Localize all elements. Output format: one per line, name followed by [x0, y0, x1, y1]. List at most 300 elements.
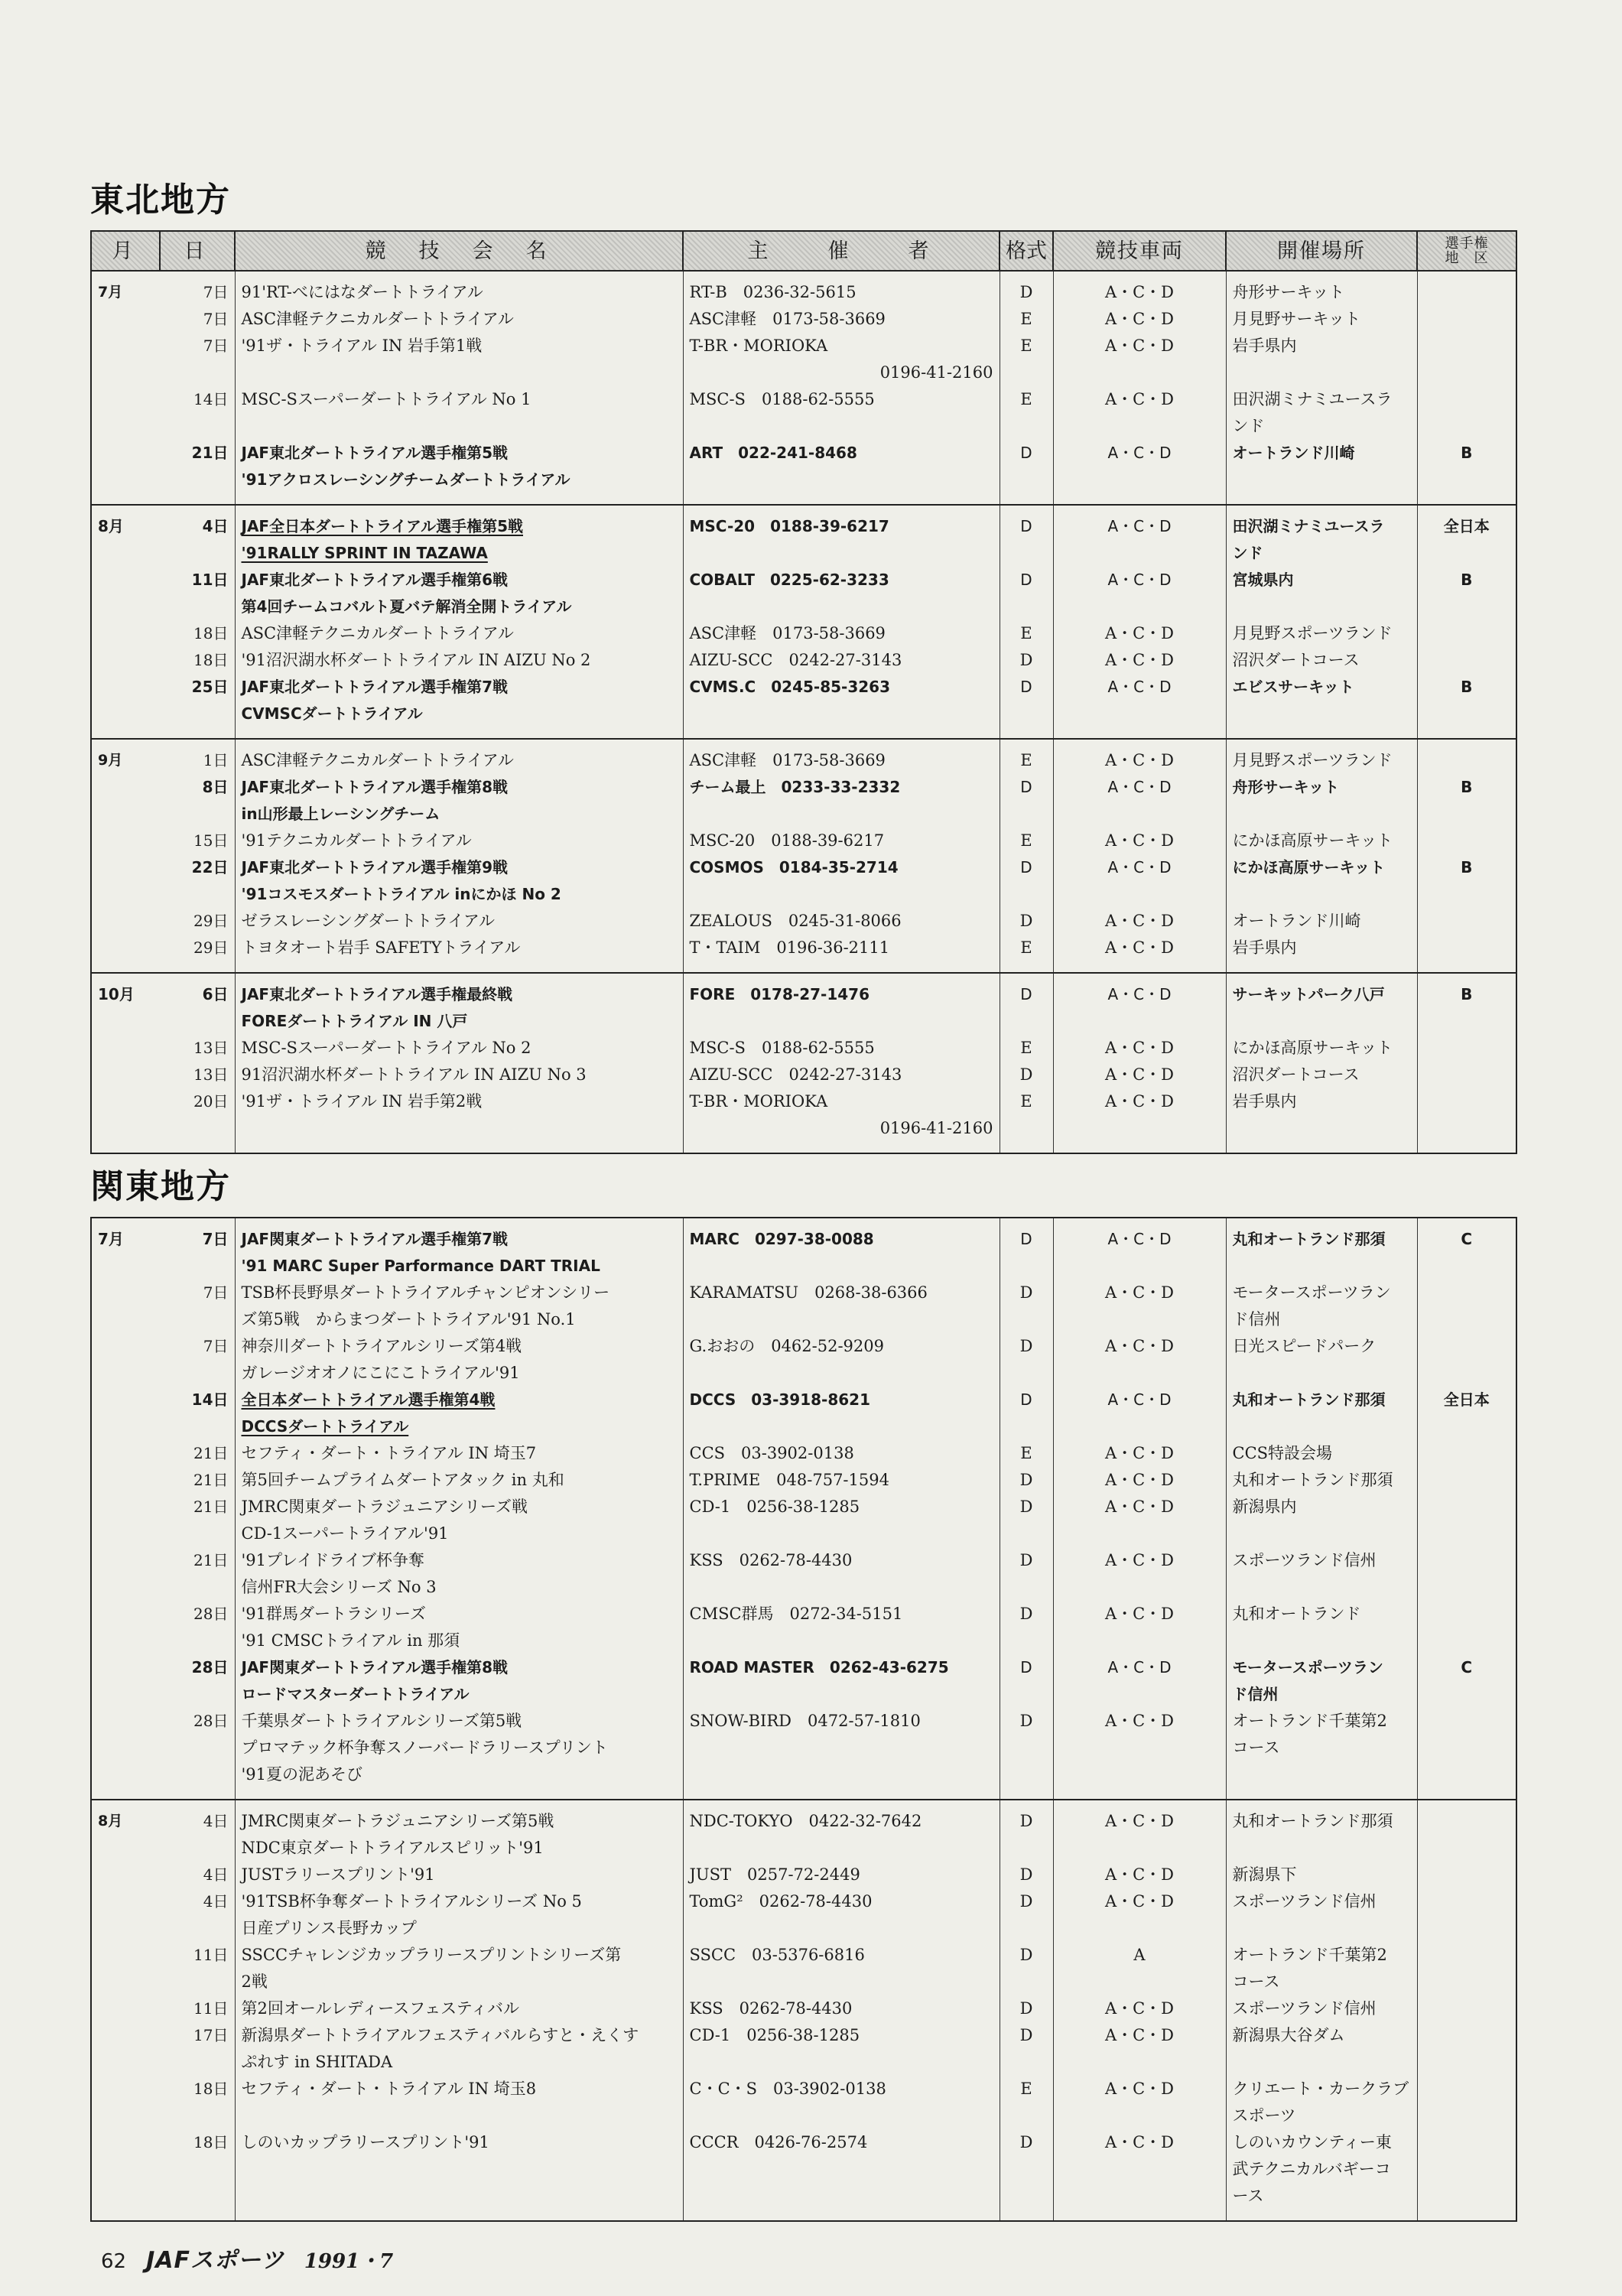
cell-event-name: [235, 2129, 683, 2221]
cell-event-name: [235, 774, 683, 828]
cell-format: D: [1000, 1708, 1053, 1800]
organizer-line: AIZU-SCC 0242-27-3143: [689, 651, 902, 669]
cell-month: [91, 854, 160, 908]
event-name-line: 91'RT-べにはなダートトライアル: [241, 283, 483, 301]
cell-cars: A・C・D: [1053, 306, 1226, 333]
table-row: [91, 1942, 1516, 1995]
organizer-line: RT-B 0236-32-5615: [689, 283, 857, 301]
venue-line: 日光スピードパーク: [1232, 1337, 1377, 1355]
venue-line: ンド: [1232, 417, 1265, 435]
cell-cars: A・C・D: [1053, 567, 1226, 620]
table-row: [91, 774, 1516, 828]
table-header: [91, 231, 1516, 271]
cell-event-name: [235, 1280, 683, 1333]
venue-line: 月見野スポーツランド: [1232, 624, 1393, 642]
cell-cars: A・C・D: [1053, 647, 1226, 674]
cell-organizer: [683, 505, 1000, 567]
cell-venue: [1226, 2076, 1417, 2129]
cell-organizer: [683, 2022, 1000, 2076]
cell-format: D: [1000, 1467, 1053, 1494]
cell-event-name: [235, 2022, 683, 2076]
cell-day: 21日: [160, 1494, 235, 1547]
cell-championship-region: [1417, 935, 1516, 973]
cell-venue: [1226, 333, 1417, 386]
venue-line: 丸和オートランド: [1232, 1605, 1361, 1623]
cell-venue: [1226, 935, 1417, 973]
event-name-line: JMRC関東ダートラジュニアシリーズ戦: [241, 1498, 528, 1516]
organizer-line: ROAD MASTER 0262-43-6275: [689, 1658, 949, 1676]
cell-day: 4日: [160, 1888, 235, 1942]
cell-month: [91, 1467, 160, 1494]
venue-line: 田沢湖ミナミユースラ: [1232, 390, 1393, 408]
event-name-line: '91コスモスダートトライアル inにかほ No 2: [241, 885, 561, 903]
cell-championship-region: [1417, 908, 1516, 935]
organizer-line: CMSC群馬 0272-34-5151: [689, 1605, 903, 1623]
venue-line: オートランド川崎: [1232, 444, 1355, 462]
cell-event-name: [235, 973, 683, 1035]
cell-event-name: [235, 1942, 683, 1995]
cell-day: 15日: [160, 828, 235, 854]
cell-event-name: [235, 935, 683, 973]
cell-format: D: [1000, 505, 1053, 567]
cell-month: [91, 674, 160, 739]
venue-line: ース: [1232, 2187, 1264, 2205]
cell-month: [91, 1088, 160, 1153]
venue-line: スポーツランド信州: [1232, 1892, 1377, 1911]
cell-day: 21日: [160, 1440, 235, 1467]
cell-day: 25日: [160, 674, 235, 739]
cell-venue: [1226, 1654, 1417, 1708]
venue-line: 武テクニカルバギーコ: [1232, 2160, 1391, 2178]
event-name-line: '91RALLY SPRINT IN TAZAWA: [241, 544, 488, 562]
cell-month: [91, 1547, 160, 1601]
venue-line: オートランド千葉第2: [1232, 1712, 1387, 1730]
cell-organizer: [683, 1035, 1000, 1062]
cell-day: 18日: [160, 620, 235, 647]
cell-month: [91, 2076, 160, 2129]
cell-championship-region: [1417, 1467, 1516, 1494]
organizer-line: FORE 0178-27-1476: [689, 985, 870, 1003]
table-row: [91, 1708, 1516, 1800]
cell-championship-region: [1417, 2022, 1516, 2076]
cell-event-name: [235, 1800, 683, 1862]
cell-event-name: [235, 739, 683, 774]
cell-championship-region: C: [1417, 1654, 1516, 1708]
cell-championship-region: [1417, 620, 1516, 647]
event-name-line: JAF関東ダートトライアル選手権第7戦: [241, 1230, 508, 1248]
organizer-line: ZEALOUS 0245-31-8066: [689, 912, 902, 930]
venue-line: コース: [1232, 1738, 1280, 1757]
cell-championship-region: B: [1417, 774, 1516, 828]
cell-day: 4日: [160, 1862, 235, 1888]
event-name-line: JAF関東ダートトライアル選手権第8戦: [241, 1658, 508, 1676]
organizer-line: G.おおの 0462-52-9209: [689, 1337, 885, 1355]
month-group: [91, 505, 1516, 739]
event-name-line: 信州FR大会シリーズ No 3: [241, 1578, 437, 1596]
table-row: [91, 1800, 1516, 1862]
event-name-line: '91ザ・トライアル IN 岩手第1戦: [241, 337, 483, 355]
table-row: [91, 1862, 1516, 1888]
table-row: [91, 333, 1516, 386]
event-name-line: CVMSCダートトライアル: [241, 704, 423, 723]
cell-day: 18日: [160, 2129, 235, 2221]
event-name-line: '91TSB杯争奪ダートトライアルシリーズ No 5: [241, 1892, 582, 1911]
cell-organizer: [683, 647, 1000, 674]
organizer-line: CD-1 0256-38-1285: [689, 1498, 860, 1516]
cell-organizer: [683, 1862, 1000, 1888]
cell-format: D: [1000, 1862, 1053, 1888]
event-name-line: ゼラスレーシングダートトライアル: [241, 912, 495, 930]
cell-cars: A・C・D: [1053, 1862, 1226, 1888]
table-row: [91, 854, 1516, 908]
cell-championship-region: [1417, 1035, 1516, 1062]
organizer-line: MSC-S 0188-62-5555: [689, 390, 875, 408]
cell-month: [91, 1333, 160, 1387]
cell-month: [91, 1062, 160, 1088]
cell-format: D: [1000, 1387, 1053, 1440]
table-row: [91, 306, 1516, 333]
cell-venue: [1226, 1942, 1417, 1995]
event-name-line: ASC津軽テクニカルダートトライアル: [241, 624, 514, 642]
cell-month: [91, 1280, 160, 1333]
cell-cars: A・C・D: [1053, 1035, 1226, 1062]
cell-event-name: [235, 333, 683, 386]
cell-championship-region: [1417, 2076, 1516, 2129]
table-row: [91, 1387, 1516, 1440]
cell-cars: A・C・D: [1053, 1387, 1226, 1440]
table-row: [91, 1601, 1516, 1654]
table-row: [91, 2076, 1516, 2129]
cell-cars: A・C・D: [1053, 1494, 1226, 1547]
cell-venue: [1226, 1035, 1417, 1062]
cell-day: 28日: [160, 1601, 235, 1654]
venue-line: 舟形サーキット: [1232, 283, 1345, 301]
cell-event-name: [235, 386, 683, 440]
event-name-line: in山形最上レーシングチーム: [241, 805, 440, 823]
cell-venue: [1226, 271, 1417, 306]
cell-month: [91, 567, 160, 620]
organizer-line: JUST 0257-72-2449: [689, 1865, 860, 1884]
cell-format: E: [1000, 935, 1053, 973]
cell-month: 7月: [91, 1218, 160, 1280]
cell-format: D: [1000, 271, 1053, 306]
cell-cars: A・C・D: [1053, 1800, 1226, 1862]
cell-cars: A・C・D: [1053, 1440, 1226, 1467]
venue-line: ド信州: [1232, 1310, 1281, 1328]
cell-format: D: [1000, 1654, 1053, 1708]
venue-line: 月見野スポーツランド: [1232, 751, 1393, 769]
cell-day: 21日: [160, 1467, 235, 1494]
cell-organizer: [683, 908, 1000, 935]
page-footer: [101, 2246, 393, 2276]
event-name-line: '91 MARC Super Parformance DART TRIAL: [241, 1257, 600, 1275]
organizer-line: CD-1 0256-38-1285: [689, 2026, 860, 2044]
cell-championship-region: [1417, 1888, 1516, 1942]
cell-cars: A・C・D: [1053, 1888, 1226, 1942]
cell-venue: [1226, 674, 1417, 739]
cell-cars: A・C・D: [1053, 2022, 1226, 2076]
organizer-line: KARAMATSU 0268-38-6366: [689, 1283, 928, 1302]
cell-day: 13日: [160, 1062, 235, 1088]
cell-month: [91, 1440, 160, 1467]
cell-organizer: [683, 1708, 1000, 1800]
cell-day: 11日: [160, 1942, 235, 1995]
cell-month: [91, 908, 160, 935]
cell-format: D: [1000, 2022, 1053, 2076]
cell-event-name: [235, 854, 683, 908]
event-name-line: TSB杯長野県ダートトライアルチャンピオンシリー: [241, 1283, 610, 1302]
venue-line: 沼沢ダートコース: [1232, 651, 1360, 669]
cell-championship-region: [1417, 1800, 1516, 1862]
page-number: 62: [101, 2250, 127, 2273]
cell-day: 21日: [160, 440, 235, 505]
cell-format: D: [1000, 1494, 1053, 1547]
cell-event-name: [235, 647, 683, 674]
month-group: [91, 1218, 1516, 1800]
cell-organizer: [683, 1494, 1000, 1547]
table-row: [91, 271, 1516, 306]
table-row: [91, 647, 1516, 674]
table-row: [91, 2129, 1516, 2221]
cell-venue: [1226, 1088, 1417, 1153]
cell-cars: A・C・D: [1053, 973, 1226, 1035]
event-name-line: トヨタオート岩手 SAFETYトライアル: [241, 938, 521, 957]
cell-month: [91, 620, 160, 647]
event-name-line: ズ第5戦 からまつダートトライアル'91 No.1: [241, 1310, 576, 1328]
organizer-phone: 0196-41-2160: [879, 1119, 993, 1137]
event-name-line: '91 CMSCトライアル in 那須: [241, 1631, 460, 1650]
event-name-line: JAF東北ダートトライアル選手権第7戦: [241, 678, 508, 696]
venue-line: CCS特設会場: [1232, 1444, 1333, 1462]
event-name-line: MSC-Sスーパーダートトライアル No 1: [241, 390, 531, 408]
venue-line: 新潟県内: [1232, 1498, 1297, 1516]
event-name-line: しのいカップラリースプリント'91: [241, 2133, 489, 2151]
venue-line: 岩手県内: [1232, 938, 1297, 957]
cell-day: 11日: [160, 567, 235, 620]
cell-cars: A・C・D: [1053, 935, 1226, 973]
venue-line: 月見野サーキット: [1232, 310, 1361, 328]
table-row: [91, 1333, 1516, 1387]
event-name-line: JMRC関東ダートラジュニアシリーズ第5戦: [241, 1812, 554, 1830]
cell-month: [91, 1035, 160, 1062]
venue-line: スポーツランド信州: [1232, 1551, 1377, 1569]
event-name-line: 千葉県ダートトライアルシリーズ第5戦: [241, 1712, 522, 1730]
cell-day: 20日: [160, 1088, 235, 1153]
organizer-line: チーム最上 0233-33-2332: [689, 778, 901, 796]
table-row: [91, 386, 1516, 440]
cell-championship-region: [1417, 386, 1516, 440]
cell-venue: [1226, 828, 1417, 854]
cell-month: [91, 2022, 160, 2076]
venue-line: 新潟県下: [1232, 1865, 1297, 1884]
cell-day: 28日: [160, 1654, 235, 1708]
cell-venue: [1226, 1333, 1417, 1387]
cell-championship-region: [1417, 739, 1516, 774]
cell-championship-region: [1417, 1280, 1516, 1333]
cell-venue: [1226, 1708, 1417, 1800]
header-venue: 開催場所: [1226, 231, 1417, 271]
cell-month: [91, 2129, 160, 2221]
event-name-line: ASC津軽テクニカルダートトライアル: [241, 310, 514, 328]
cell-organizer: [683, 1601, 1000, 1654]
cell-day: 4日: [160, 1800, 235, 1862]
cell-venue: [1226, 1494, 1417, 1547]
cell-cars: A・C・D: [1053, 333, 1226, 386]
cell-organizer: [683, 567, 1000, 620]
table-row: [91, 1654, 1516, 1708]
organizer-line: COSMOS 0184-35-2714: [689, 858, 899, 876]
table-row: [91, 1088, 1516, 1153]
cell-day: 18日: [160, 2076, 235, 2129]
cell-format: D: [1000, 647, 1053, 674]
cell-cars: A・C・D: [1053, 1547, 1226, 1601]
cell-month: [91, 828, 160, 854]
organizer-line: COBALT 0225-62-3233: [689, 571, 889, 589]
cell-day: 4日: [160, 505, 235, 567]
organizer-line: ASC津軽 0173-58-3669: [689, 751, 886, 769]
cell-format: D: [1000, 973, 1053, 1035]
cell-championship-region: 全日本: [1417, 1387, 1516, 1440]
cell-organizer: [683, 333, 1000, 386]
cell-format: D: [1000, 674, 1053, 739]
cell-day: 21日: [160, 1547, 235, 1601]
cell-championship-region: [1417, 1494, 1516, 1547]
cell-organizer: [683, 1942, 1000, 1995]
table-row: [91, 973, 1516, 1035]
cell-day: 7日: [160, 333, 235, 386]
cell-organizer: [683, 1088, 1000, 1153]
event-name-line: '91ザ・トライアル IN 岩手第2戦: [241, 1092, 483, 1111]
cell-day: 6日: [160, 973, 235, 1035]
cell-day: 7日: [160, 271, 235, 306]
cell-month: [91, 1942, 160, 1995]
cell-day: 29日: [160, 935, 235, 973]
organizer-line: AIZU-SCC 0242-27-3143: [689, 1065, 902, 1084]
cell-venue: [1226, 2129, 1417, 2221]
event-name-line: JAF全日本ダートトライアル選手権第5戦: [241, 517, 523, 535]
table-row: [91, 620, 1516, 647]
cell-event-name: [235, 828, 683, 854]
cell-event-name: [235, 1088, 683, 1153]
table-row: [91, 505, 1516, 567]
event-name-line: 日産プリンス長野カップ: [241, 1919, 417, 1937]
cell-format: D: [1000, 1547, 1053, 1601]
cell-organizer: [683, 2076, 1000, 2129]
cell-cars: A・C・D: [1053, 674, 1226, 739]
event-name-line: 91沼沢湖水杯ダートトライアル IN AIZU No 3: [241, 1065, 587, 1084]
venue-line: 丸和オートランド那須: [1232, 1230, 1386, 1248]
cell-venue: [1226, 1888, 1417, 1942]
table-row: [91, 2022, 1516, 2076]
event-name-line: '91夏の泥あそび: [241, 1765, 362, 1784]
cell-month: [91, 1862, 160, 1888]
event-name-line: JAF東北ダートトライアル選手権最終戦: [241, 985, 513, 1003]
cell-cars: A・C・D: [1053, 1333, 1226, 1387]
cell-cars: A・C・D: [1053, 1708, 1226, 1800]
event-name-line: 神奈川ダートトライアルシリーズ第4戦: [241, 1337, 522, 1355]
organizer-line: CCS 03-3902-0138: [689, 1444, 854, 1462]
cell-format: D: [1000, 1800, 1053, 1862]
event-name-line: ぷれす in SHITADA: [241, 2053, 393, 2071]
cell-organizer: [683, 1800, 1000, 1862]
cell-championship-region: B: [1417, 973, 1516, 1035]
event-name-line: JAF東北ダートトライアル選手権第6戦: [241, 571, 508, 589]
cell-championship-region: [1417, 333, 1516, 386]
table-row: [91, 1888, 1516, 1942]
cell-format: E: [1000, 828, 1053, 854]
cell-cars: A・C・D: [1053, 271, 1226, 306]
cell-format: D: [1000, 1333, 1053, 1387]
table-row: [91, 828, 1516, 854]
cell-cars: A・C・D: [1053, 908, 1226, 935]
cell-championship-region: [1417, 647, 1516, 674]
venue-line: 田沢湖ミナミユースラ: [1232, 517, 1385, 535]
cell-cars: A・C・D: [1053, 1654, 1226, 1708]
event-name-line: SSCCチャレンジカップラリースプリントシリーズ第: [241, 1946, 622, 1964]
venue-line: 丸和オートランド那須: [1232, 1471, 1393, 1489]
cell-day: 29日: [160, 908, 235, 935]
event-name-line: 全日本ダートトライアル選手権第4戦: [241, 1390, 496, 1409]
table-row: [91, 674, 1516, 739]
cell-organizer: [683, 2129, 1000, 2221]
table-row: [91, 567, 1516, 620]
table-row: [91, 1440, 1516, 1467]
cell-event-name: [235, 1218, 683, 1280]
cell-month: [91, 333, 160, 386]
cell-organizer: [683, 1280, 1000, 1333]
cell-venue: [1226, 1440, 1417, 1467]
organizer-line: T・TAIM 0196-36-2111: [689, 938, 890, 957]
cell-venue: [1226, 1218, 1417, 1280]
cell-format: D: [1000, 440, 1053, 505]
cell-organizer: [683, 1888, 1000, 1942]
venue-line: にかほ高原サーキット: [1232, 858, 1386, 876]
cell-format: D: [1000, 1280, 1053, 1333]
cell-venue: [1226, 1062, 1417, 1088]
organizer-line: MSC-S 0188-62-5555: [689, 1039, 875, 1057]
venue-line: ド信州: [1232, 1685, 1279, 1703]
cell-event-name: [235, 1708, 683, 1800]
venue-line: 舟形サーキット: [1232, 778, 1340, 796]
cell-event-name: [235, 1333, 683, 1387]
venue-line: 岩手県内: [1232, 337, 1297, 355]
organizer-line: KSS 0262-78-4430: [689, 1551, 853, 1569]
cell-day: 7日: [160, 1218, 235, 1280]
cell-organizer: [683, 828, 1000, 854]
table-row: [91, 440, 1516, 505]
cell-venue: [1226, 386, 1417, 440]
cell-month: 8月: [91, 1800, 160, 1862]
event-name-line: DCCSダートトライアル: [241, 1417, 409, 1436]
organizer-line: C・C・S 03-3902-0138: [689, 2080, 886, 2098]
table-row: [91, 1547, 1516, 1601]
event-name-line: '91アクロスレーシングチームダートトライアル: [241, 470, 570, 489]
header-cars: 競技車両: [1053, 231, 1226, 271]
venue-line: スポーツランド信州: [1232, 1999, 1377, 2018]
event-name-line: JAF東北ダートトライアル選手権第5戦: [241, 444, 508, 462]
cell-day: 11日: [160, 1995, 235, 2022]
cell-event-name: [235, 1467, 683, 1494]
cell-format: D: [1000, 1888, 1053, 1942]
cell-cars: A・C・D: [1053, 2076, 1226, 2129]
cell-format: D: [1000, 2129, 1053, 2221]
event-name-line: NDC東京ダートトライアルスピリット'91: [241, 1839, 544, 1857]
cell-format: D: [1000, 1995, 1053, 2022]
table-row: [91, 1467, 1516, 1494]
cell-cars: A・C・D: [1053, 828, 1226, 854]
cell-venue: [1226, 306, 1417, 333]
cell-format: E: [1000, 1035, 1053, 1062]
